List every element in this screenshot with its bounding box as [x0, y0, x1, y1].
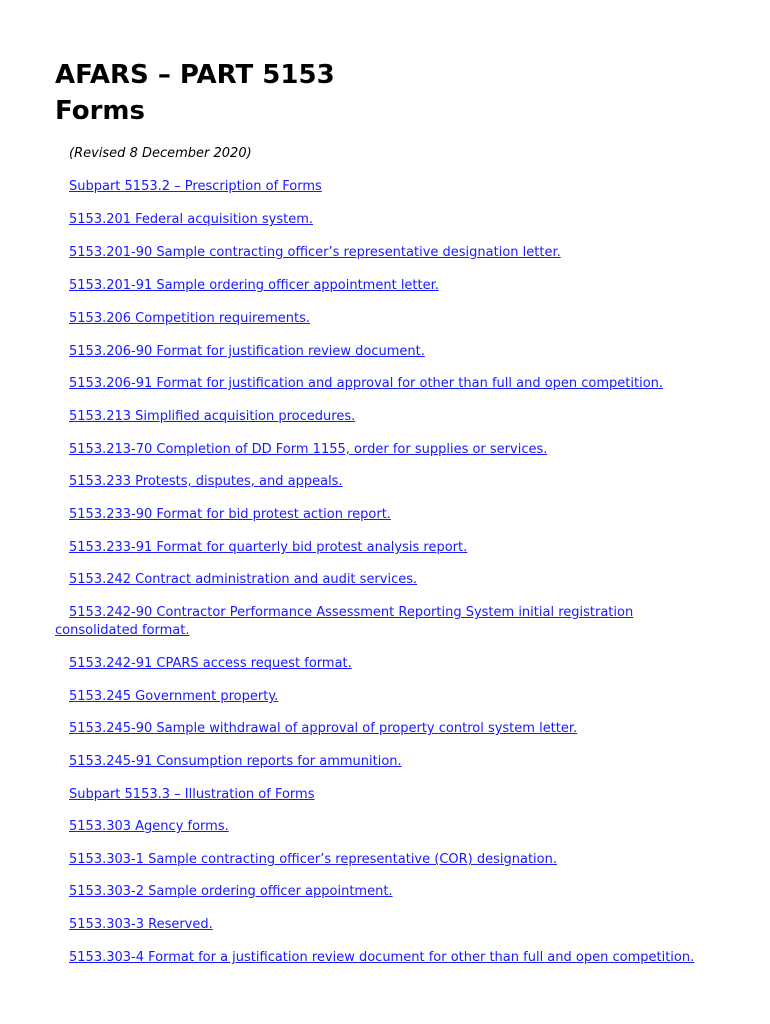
toc-link[interactable]: 5153.206 Competition requirements.: [69, 311, 310, 326]
toc-link[interactable]: 5153.303 Agency forms.: [69, 819, 229, 834]
toc-link[interactable]: 5153.201-91 Sample ordering officer appointment letter.: [69, 278, 439, 293]
toc-link-subpart-5153-2[interactable]: Subpart 5153.2 – Prescription of Forms: [69, 179, 322, 194]
toc-link[interactable]: 5153.245-91 Consumption reports for ammunition.: [69, 754, 402, 769]
title-line-part: AFARS – PART 5153: [55, 60, 335, 90]
toc-link[interactable]: 5153.242-91 CPARS access request format.: [69, 656, 352, 671]
toc-link[interactable]: 5153.206-90 Format for justification review document.: [69, 344, 425, 359]
toc-link[interactable]: 5153.213-70 Completion of DD Form 1155, order for supplies or services.: [69, 442, 548, 457]
toc-link[interactable]: 5153.233-90 Format for bid protest action report.: [69, 507, 391, 522]
toc-link[interactable]: 5153.206-91 Format for justification and approval for other than full and open competition.: [69, 376, 664, 391]
toc-link[interactable]: 5153.245-90 Sample withdrawal of approval of property control system letter.: [69, 721, 578, 736]
page-title: [55, 57, 335, 129]
toc-link[interactable]: 5153.213 Simplified acquisition procedures.: [69, 409, 356, 424]
toc-link[interactable]: 5153.242 Contract administration and audit services.: [69, 572, 418, 587]
toc-link-subpart-5153-3[interactable]: Subpart 5153.3 – Illustration of Forms: [69, 787, 315, 802]
title-line-forms: Forms: [55, 96, 145, 126]
toc-link[interactable]: 5153.242-90 Contractor Performance Assessment Reporting System initial registration consolidated format.: [55, 605, 634, 638]
toc-link[interactable]: 5153.245 Government property.: [69, 689, 279, 704]
toc-link[interactable]: 5153.201-90 Sample contracting officer’s representative designation letter.: [69, 245, 561, 260]
toc-link[interactable]: 5153.303-3 Reserved.: [69, 917, 213, 932]
toc-link[interactable]: 5153.233-91 Format for quarterly bid protest analysis report.: [69, 540, 468, 555]
toc-link[interactable]: 5153.303-4 Format for a justification review document for other than full and open competition.: [69, 950, 695, 965]
toc-link[interactable]: 5153.303-2 Sample ordering officer appointment.: [69, 884, 393, 899]
toc-link[interactable]: 5153.233 Protests, disputes, and appeals.: [69, 474, 343, 489]
toc-link[interactable]: 5153.201 Federal acquisition system.: [69, 212, 313, 227]
toc-link[interactable]: 5153.303-1 Sample contracting officer’s representative (COR) designation.: [69, 852, 557, 867]
revision-date: (Revised 8 December 2020): [69, 146, 252, 161]
